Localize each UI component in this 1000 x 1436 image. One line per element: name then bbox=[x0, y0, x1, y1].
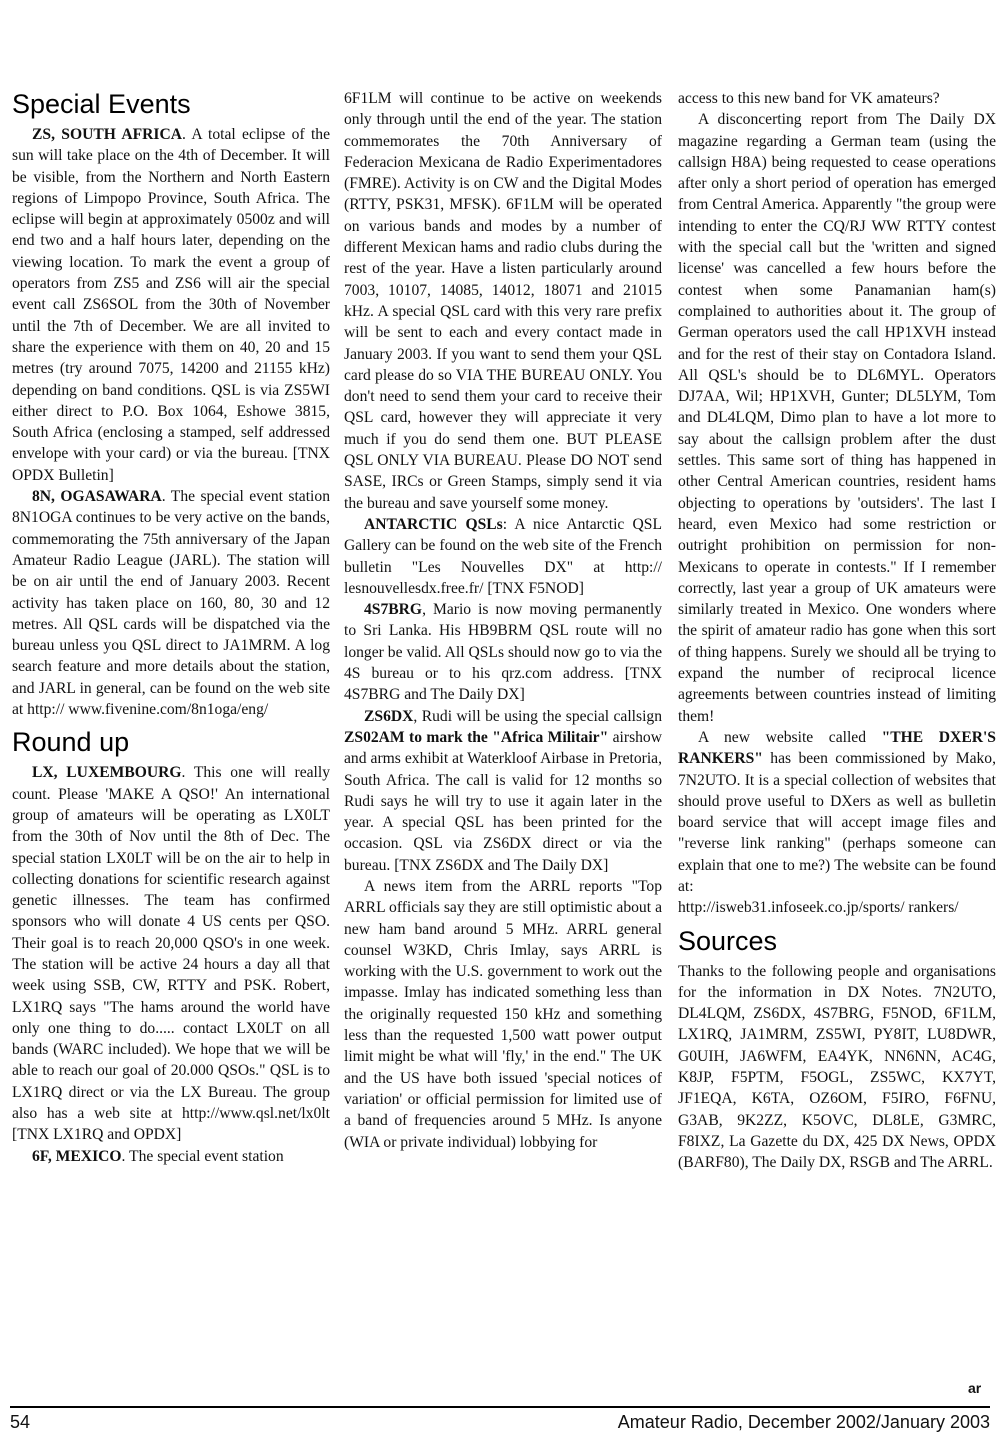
section-heading-round-up: Round up bbox=[12, 727, 130, 758]
entry-text: : A nice Antarctic QSL Gallery can be found on the web site of the French bulletin "Les Nouvelles DX" at http:// lesnouvellesdx.free.fr/ [TNX F5NOD] bbox=[344, 515, 662, 597]
entry-text: , Mario is now moving permanently to Sri Lanka. His HB9BRM QSL route will no longer be valid. All QSLs should now go to via the 4S bureau or to his qrz.com address. [TNX 4S7BRG and The Daily DX] bbox=[344, 601, 662, 704]
column-2 bbox=[344, 88, 662, 1153]
entry-text: airshow and arms exhibit at Waterkloof Airbase in Pretoria, South Africa. The call is valid for 12 months so Rudi says he will try to use it again later in the year. A special QSL has been printed for the occasion. QSL via ZS6DX direct or via the bureau. [TNX ZS6DX and The Daily DX] bbox=[344, 728, 662, 874]
column-3 bbox=[678, 88, 996, 1174]
article-paragraph bbox=[344, 876, 662, 1153]
page-footer bbox=[10, 1406, 990, 1436]
website-url: http://isweb31.infoseek.co.jp/sports/ rankers/ bbox=[678, 899, 959, 917]
column-1 bbox=[12, 88, 330, 1167]
article-paragraph bbox=[12, 762, 330, 1145]
entry-lead: LX, LUXEMBOURG bbox=[32, 764, 182, 782]
page-number: 54 bbox=[10, 1412, 31, 1432]
entry-text: . A total eclipse of the sun will take place on the 4th of December. It will be visible, from the Northern and North Eastern regions of Limpopo Province, South Africa. The eclipse will begin at approximately 0500z and will end two and a half hours later, depending on the viewing location. To mark the event a group of operators from ZS5 and ZS6 will air the special event call ZS6SOL from the 30th of November until the 7th of December. We are all invited to share the experience with them on 40, 20 and 15 metres (try around 7075, 14200 and 21155 kHz) depending on band conditions. QSL is via ZS5WI either direct to P.O. Box 1064, Eshowe 3815, South Africa (enclosing a stamped, self addressed envelope with your card) or via the bureau. [TNX OPDX Bulletin] bbox=[12, 126, 331, 484]
publication-title: Amateur Radio, December 2002/January 2003 bbox=[617, 1412, 990, 1432]
article-paragraph bbox=[344, 514, 662, 599]
entry-text: . The special event station bbox=[121, 1147, 284, 1165]
entry-text: . The special event station 8N1OGA continues to be very active on the bands, commemorating the 75th anniversary of the Japan Amateur Radio League (JARL). The station will be on air until the end of January 2003. Recent activity has taken place on 160, 80, 30 and 12 metres. All QSL cards will be dispatched via the bureau unless you QSL direct to JA1MRM. A log search feature and more details about the station, and JARL in general, can be found on the web site at http:// www.fivenine.com/8n1oga/eng/ bbox=[12, 488, 330, 719]
entry-bold-text: ZS02AM to mark the "Africa Militair" bbox=[344, 728, 609, 746]
end-mark: ar bbox=[968, 1380, 982, 1396]
entry-text: access to this new band for VK amateurs? bbox=[678, 90, 940, 107]
entry-text: . This one will really count. Please 'MAKE A QSO!' An international group of amateurs will be operating as LX0LT from the 30th of Nov until the 8th of Dec. The special station LX0LT will be on the air to help in collecting donations for scientific research against genetic illnesses. The team has confirmed sponsors who will donate 4 US cents per QSO. Their goal is to reach 20,000 QSO's in one week. The station will be active 24 hours a day all that week using SSB, CW, RTTY and PSK. Robert, LX1RQ says "The hams around the world have only one thing to do..... contact LX0LT on all bands (WARC included). We hope that we will be able to reach our goal of 20.000 QSOs." QSL is to LX1RQ direct or via the LX Bureau. The group also has a web site at http://www.qsl.net/lx0lt [TNX LX1RQ and OPDX] bbox=[12, 764, 330, 1144]
entry-text: A disconcerting report from The Daily DX magazine regarding a German team (using the callsign H8A) being requested to cease operations after only a short period of operation has emerged from Central America. Apparently "the group were intending to enter the CQ/RJ WW RTTY contest with the special call but the 'written and signed license' was cancelled a few hours before the contest when some Panamanian ham(s) complained to authorities about it. The group of German operators used the call HP1XVH instead and for the rest of their stay on Contadora Island. All QSL's should be to DL6MYL. Operators DJ7AA, Wil; HP1XVH, Gunter; DL5LYM, Tom and DL4LQM, Dimo plan to have a lot more to say about the callsign problem after the dust settles. This same sort of thing has happened in other Central American countries, resident hams objecting to operations by 'outsiders'. The last I heard, even Mexico had some restriction or outright prohibition on permission for non-Mexicans to operate in contests." If I remember correctly, last year a group of UK amateurs were similarly treated in Mexico. One wonders where the spirit of amateur radio has gone when this sort of thing happens. Surely we should all be trying to expand the number of reciprocal licence agreements between countries instead of limiting them! bbox=[678, 111, 996, 725]
section-heading-special-events: Special Events bbox=[12, 89, 191, 119]
entry-text: 6F1LM will continue to be active on weekends only through until the end of the year. The station commemorates the 70th Anniversary of Federacion Mexicana de Radio Experimentadores (FMRE). Activity is on CW and the Digital Modes (RTTY, PSK31, MFSK). 6F1LM will be operated on various bands and modes by a number of different Mexican hams and radio clubs during the rest of the year. Have a listen particularly around 7003, 10107, 14085, 14012, 18071 and 21015 kHz. A special QSL card with this very rare prefix will be sent to each and every contact made in January 2003. If you want to send them your QSL card please do so VIA THE BUREAU ONLY. You don't need to send them your card to receive their QSL card, however they will appreciate it very much if you do send them one. BUT PLEASE QSL ONLY VIA BUREAU. Please DO NOT send SASE, IRCs or Green Stamps, simply send it via the bureau and save yourself some money. bbox=[344, 90, 662, 512]
article-paragraph bbox=[344, 88, 662, 514]
article-paragraph bbox=[12, 124, 330, 486]
entry-lead: 6F, MEXICO bbox=[32, 1147, 122, 1165]
article-paragraph bbox=[678, 109, 996, 727]
entry-lead: 8N, OGASAWARA bbox=[32, 488, 162, 506]
article-paragraph bbox=[12, 1146, 330, 1167]
article-paragraph bbox=[678, 727, 996, 897]
entry-text: A news item from the ARRL reports "Top ARRL officials say they are still optimistic about a new ham band around 5 MHz. ARRL general counsel W3KD, Chris Imlay, says ARRL is working with the U.S. government to work out the impasse. Imlay has indicated something less than the originally requested 150 kHz and something less than the requested 1,500 watt power output limit might be what will 'fly,' in the end." The UK and the US have both issued 'special notices of variation' or official permission for limited use of a band of frequencies around 5 MHz. Is anyone (WIA or private individual) lobbying for bbox=[344, 877, 662, 1151]
article-paragraph bbox=[678, 961, 996, 1174]
entry-lead: ZS6DX bbox=[364, 707, 414, 725]
entry-lead: ZS, SOUTH AFRICA bbox=[32, 126, 182, 143]
entry-lead: 4S7BRG bbox=[364, 601, 423, 619]
entry-bold-text: "THE DXER'S RANKERS" bbox=[678, 728, 996, 768]
entry-text: A new website called bbox=[698, 728, 882, 746]
article-paragraph bbox=[344, 599, 662, 705]
entry-lead: ANTARCTIC QSLs bbox=[364, 515, 503, 533]
article-paragraph bbox=[12, 486, 330, 720]
article-paragraph bbox=[344, 706, 662, 876]
entry-text: Thanks to the following people and organisations for the information in DX Notes. 7N2UTO, DL4LQM, ZS6DX, 4S7BRG, F5NOD, 6F1LM, LX1RQ, JA1MRM, ZS5WI, PY8IT, LU8DWR, G0UIH, JA6WFM, EA4YK, NN6NN, AC4G, K8JP, F5PTM, F5OGL, ZS5WC, KX7YT, JF1EQA, K6TA, OZ6OM, F5IRO, F6FNU, G3AB, 9K2ZZ, K5OVC, DL8LE, G3MRC, F8IXZ, La Gazette du DX, 425 DX News, OPDX (BARF80), The Daily DX, RSGB and The ARRL. bbox=[678, 962, 996, 1172]
entry-text: , Rudi will be using the special callsign bbox=[413, 707, 662, 725]
section-heading-sources: Sources bbox=[678, 925, 778, 956]
entry-text: has been commissioned by Mako, 7N2UTO. It is a special collection of websites that should prove useful to DXers as well as bulletin board service that will accept image files and "reverse link ranking" (perhaps someone can explain that one to me?) The website can be found at: bbox=[678, 750, 996, 895]
article-paragraph bbox=[678, 88, 996, 109]
